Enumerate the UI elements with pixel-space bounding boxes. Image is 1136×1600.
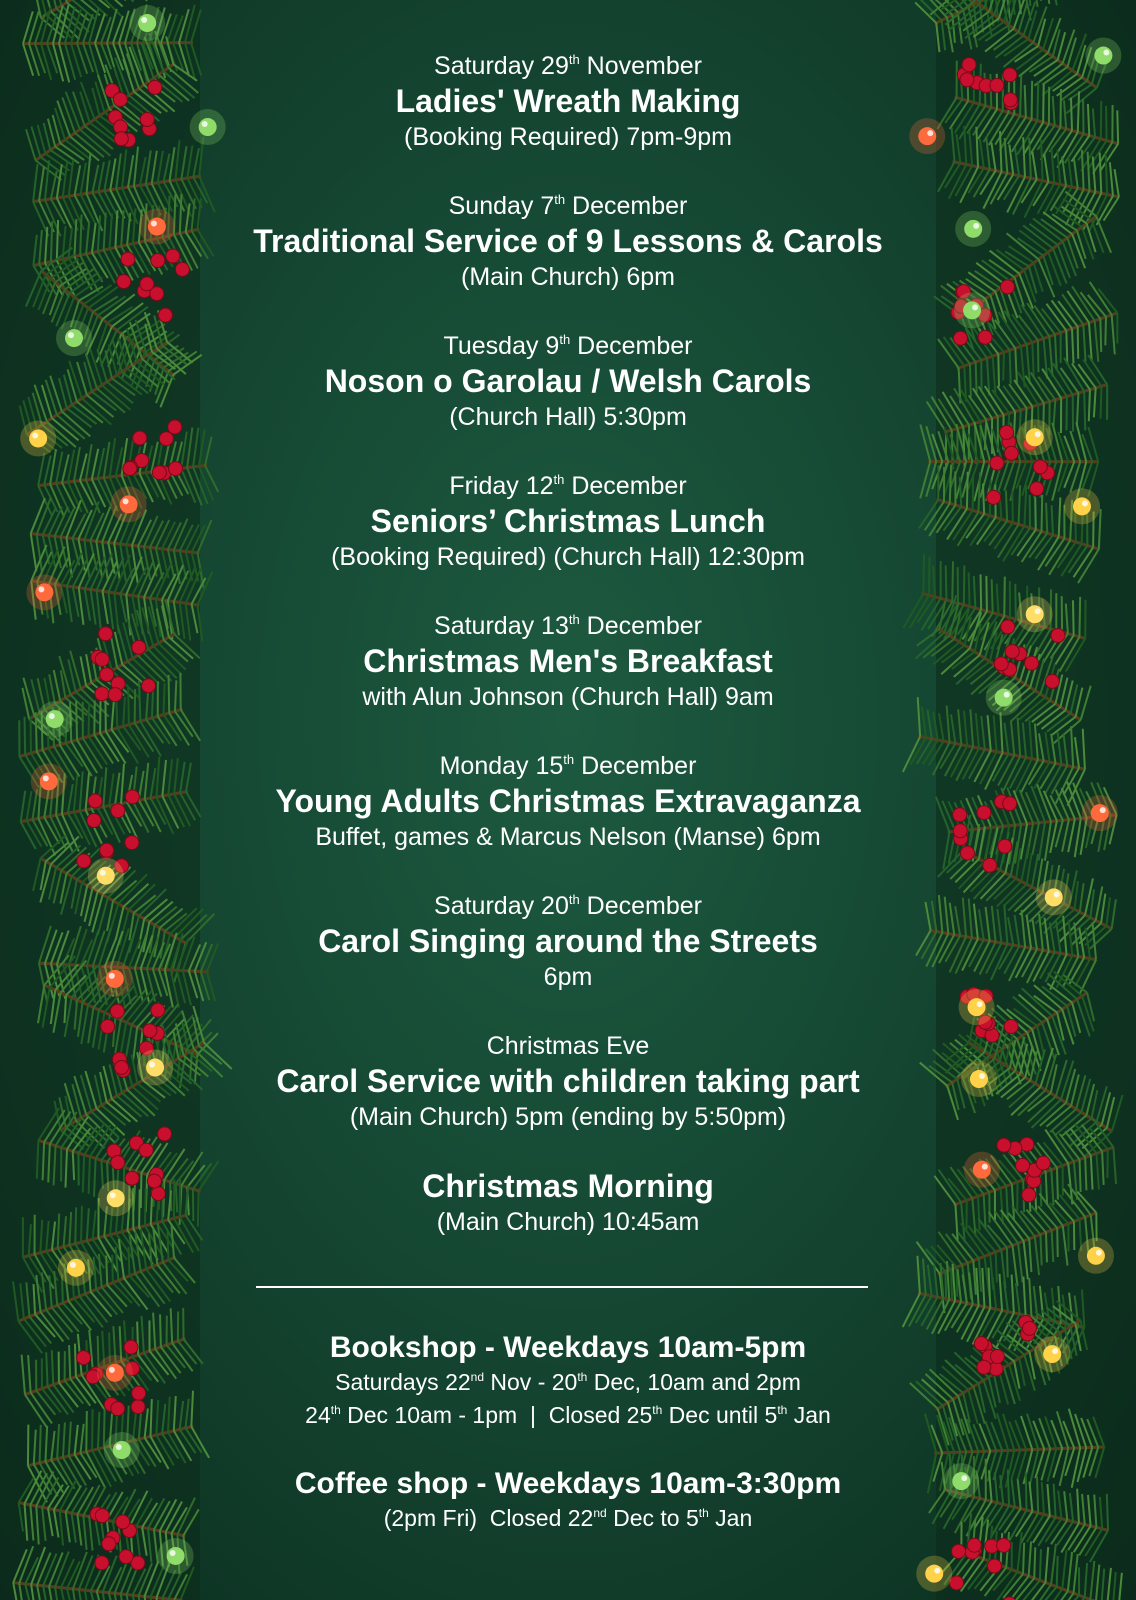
event-mens-breakfast	[200, 610, 936, 714]
coffeeshop-line-1: (2pm Fri) Closed 22nd Dec to 5th Jan	[383, 1505, 753, 1531]
event-welsh-carols	[200, 330, 936, 434]
event-title: Carol Singing around the Streets	[318, 923, 818, 959]
event-date: Saturday 13th December	[434, 612, 702, 640]
event-date: Christmas Eve	[486, 1032, 650, 1060]
event-title: Ladies' Wreath Making	[395, 83, 741, 119]
event-detail: (Main Church) 10:45am	[436, 1208, 700, 1236]
bookshop-hours	[200, 1330, 936, 1432]
event-date: Friday 12th December	[449, 472, 687, 500]
event-seniors-lunch	[200, 470, 936, 574]
event-title: Christmas Morning	[422, 1168, 714, 1204]
event-date: Saturday 20th December	[434, 892, 702, 920]
bookshop-line-1: Saturdays 22nd Nov - 20th Dec, 10am and 2pm	[335, 1369, 801, 1395]
event-date: Monday 15th December	[439, 752, 697, 780]
event-detail: (Booking Required) 7pm-9pm	[404, 123, 732, 151]
event-date: Sunday 7th December	[448, 192, 688, 220]
event-title: Seniors’ Christmas Lunch	[370, 503, 766, 539]
event-date: Saturday 29th November	[434, 52, 702, 80]
event-carol-singing	[200, 890, 936, 994]
event-young-adults	[200, 750, 936, 854]
event-wreath-making	[200, 50, 936, 154]
event-christmas-eve	[200, 1030, 936, 1134]
event-title: Traditional Service of 9 Lessons & Carols	[253, 223, 883, 259]
event-title: Carol Service with children taking part	[276, 1063, 860, 1099]
event-detail: (Church Hall) 5:30pm	[449, 403, 687, 431]
event-detail: 6pm	[543, 963, 593, 991]
event-christmas-morning	[200, 1167, 936, 1239]
event-date: Tuesday 9th December	[443, 332, 693, 360]
bookshop-line-2: 24th Dec 10am - 1pm | Closed 25th Dec until 5th Jan	[305, 1402, 831, 1428]
event-title: Young Adults Christmas Extravaganza	[275, 783, 861, 819]
event-lessons-and-carols	[200, 190, 936, 294]
bookshop-title: Bookshop - Weekdays 10am-5pm	[329, 1331, 807, 1364]
event-title: Noson o Garolau / Welsh Carols	[324, 363, 812, 399]
event-detail: (Main Church) 5pm (ending by 5:50pm)	[349, 1103, 787, 1131]
event-title: Christmas Men's Breakfast	[363, 643, 773, 679]
event-detail: (Main Church) 6pm	[461, 263, 675, 291]
coffeeshop-hours	[200, 1466, 936, 1535]
section-divider	[256, 1286, 868, 1288]
event-detail: (Booking Required) (Church Hall) 12:30pm	[331, 543, 805, 571]
event-detail: with Alun Johnson (Church Hall) 9am	[362, 683, 774, 711]
event-detail: Buffet, games & Marcus Nelson (Manse) 6pm	[315, 823, 821, 851]
coffeeshop-title: Coffee shop - Weekdays 10am-3:30pm	[294, 1467, 842, 1500]
